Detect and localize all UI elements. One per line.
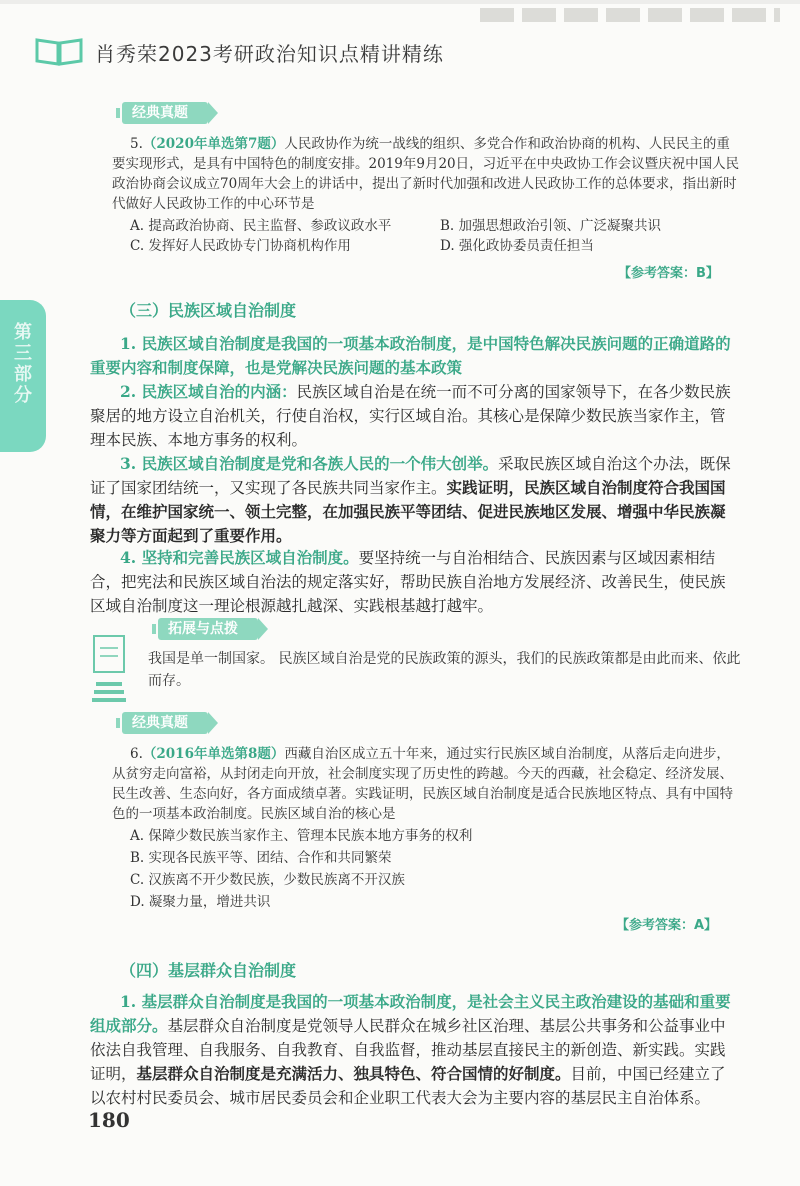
s4p1-tail: 目前，中国已经建立了以农村村民委员会、城市居民委员会和企业职工代表大会为主要内容的基层民主自治体系。 xyxy=(90,1065,726,1107)
section-3-para-4 xyxy=(90,546,740,618)
extend-tag: 拓展与点拨 xyxy=(158,618,258,640)
q5-option-a: A. 提高政治协商、民主监督、参政议政水平 xyxy=(130,218,392,234)
section-3-para-1 xyxy=(90,332,740,380)
q6-source: （2016年单选第8题） xyxy=(142,746,285,762)
section-4-para-1 xyxy=(90,990,740,1110)
s3p1-head: 1. 民族区域自治制度是我国的一项基本政治制度，是中国特色解决民族问题的正确道路的重要内容和制度保障，也是党解决民族问题的基本政策 xyxy=(90,334,731,377)
notebook-icon xyxy=(90,634,132,704)
question-5-stem xyxy=(112,134,742,214)
q5-option-d: D. 强化政协委员责任担当 xyxy=(440,238,594,254)
q5-number: 5. xyxy=(130,136,143,152)
q6-option-c: C. 汉族离不开少数民族，少数民族离不开汉族 xyxy=(130,872,405,888)
side-tab-label: 第三部分 xyxy=(11,322,32,406)
section-3-para-3 xyxy=(90,452,740,548)
s3p4-body: 要坚持统一与自治相结合、民族因素与区域因素相结合，把宪法和民族区域自治法的规定落实好，帮助民族自治地方发展经济、改善民生，使民族区域自治制度这一理论根源越扎越深、实践根基越打越牢。 xyxy=(90,549,726,615)
extend-note-text: 我国是单一制国家。 民族区域自治是党的民族政策的源头，我们的民族政策都是由此而来、依此而存。 xyxy=(148,651,741,689)
s3p3-head: 3. 民族区域自治制度是党和各族人民的一个伟大创举。 xyxy=(120,454,499,473)
section-3-title: （三）民族区域自治制度 xyxy=(120,301,297,320)
classic-question-tag: 经典真题 xyxy=(122,102,208,124)
s4p1-bold: 基层群众自治制度是充满活力、独具特色、符合国情的好制度。 xyxy=(136,1064,571,1083)
s4p1-head: 1. 基层群众自治制度是我国的一项基本政治制度，是社会主义民主政治建设的基础和重要组成部分。 xyxy=(90,992,731,1035)
s3p3-body1: 采取民族区域自治这个办法，既保证了国家团结统一，又实现了各民族共同当家作主。 xyxy=(90,455,731,497)
q5-source: （2020年单选第7题） xyxy=(142,136,285,152)
header-strip xyxy=(480,8,780,22)
section-side-tab xyxy=(0,300,46,452)
header-rule xyxy=(0,0,800,4)
s3p2-body: 民族区域自治是在统一而不可分离的国家领导下，在各少数民族聚居的地方设立自治机关，行使自治权，实行区域自治。其核心是保障少数民族当家作主，管理本民族、本地方事务的权利。 xyxy=(90,383,731,449)
q6-option-a: A. 保障少数民族当家作主、管理本民族本地方事务的权利 xyxy=(130,828,473,844)
q5-option-b: B. 加强思想政治引领、广泛凝聚共识 xyxy=(440,218,662,234)
classic-question-tag-2: 经典真题 xyxy=(122,712,208,734)
s3p3-body2: 实践证明，民族区域自治制度符合我国国情，在维护国家统一、领土完整，在加强民族平等团结、促进民族地区发展、增强中华民族凝聚力等方面起到了重要作用。 xyxy=(90,478,726,545)
q5-answer: 【参考答案：B】 xyxy=(618,266,719,281)
section-3-para-2 xyxy=(90,380,740,452)
q6-option-d: D. 凝聚力量，增进共识 xyxy=(130,894,271,910)
s3p4-head: 4. 坚持和完善民族区域自治制度。 xyxy=(120,548,359,567)
q6-number: 6. xyxy=(130,746,143,762)
s4p1-body: 基层群众自治制度是党领导人民群众在城乡社区治理、基层公共事务和公益事业中依法自我管理、自我服务、自我教育、自我监督，推动基层直接民主的新创造、新实践。实践证明， xyxy=(90,1017,726,1083)
q5-option-c: C. 发挥好人民政协专门协商机构作用 xyxy=(130,238,351,254)
book-icon xyxy=(34,36,84,66)
s3p2-head: 2. 民族区域自治的内涵： xyxy=(120,382,297,401)
q6-text: 西藏自治区成立五十年来，通过实行民族区域自治制度，从落后走向进步，从贫穷走向富裕，从封闭走向开放，社会制度实现了历史性的跨越。今天的西藏，社会稳定、经济发展、民生改善、生态向好，各方面成绩卓著。实践证明，民族区域自治制度是适合民族地区特点、具有中国特色的一项基本政治制度。民族区域自治的核心是 xyxy=(112,746,733,822)
q6-answer: 【参考答案：A】 xyxy=(616,918,718,933)
question-6-stem xyxy=(112,744,742,824)
q6-option-b: B. 实现各民族平等、团结、合作和共同繁荣 xyxy=(130,850,392,866)
q5-text: 人民政协作为统一战线的组织、多党合作和政治协商的机构、人民民主的重要实现形式，是具有中国特色的制度安排。2019年9月20日，习近平在中央政协工作会议暨庆祝中国人民政治协商会议成立70周年大会上的讲话中，提出了新时代加强和改进人民政协工作的总体要求，指出新时代做好人民政协工作的中心环节是 xyxy=(112,136,740,212)
page-number: 180 xyxy=(88,1108,130,1132)
section-4-title: （四）基层群众自治制度 xyxy=(120,961,297,980)
running-title: 肖秀荣2023考研政治知识点精讲精练 xyxy=(95,42,444,66)
